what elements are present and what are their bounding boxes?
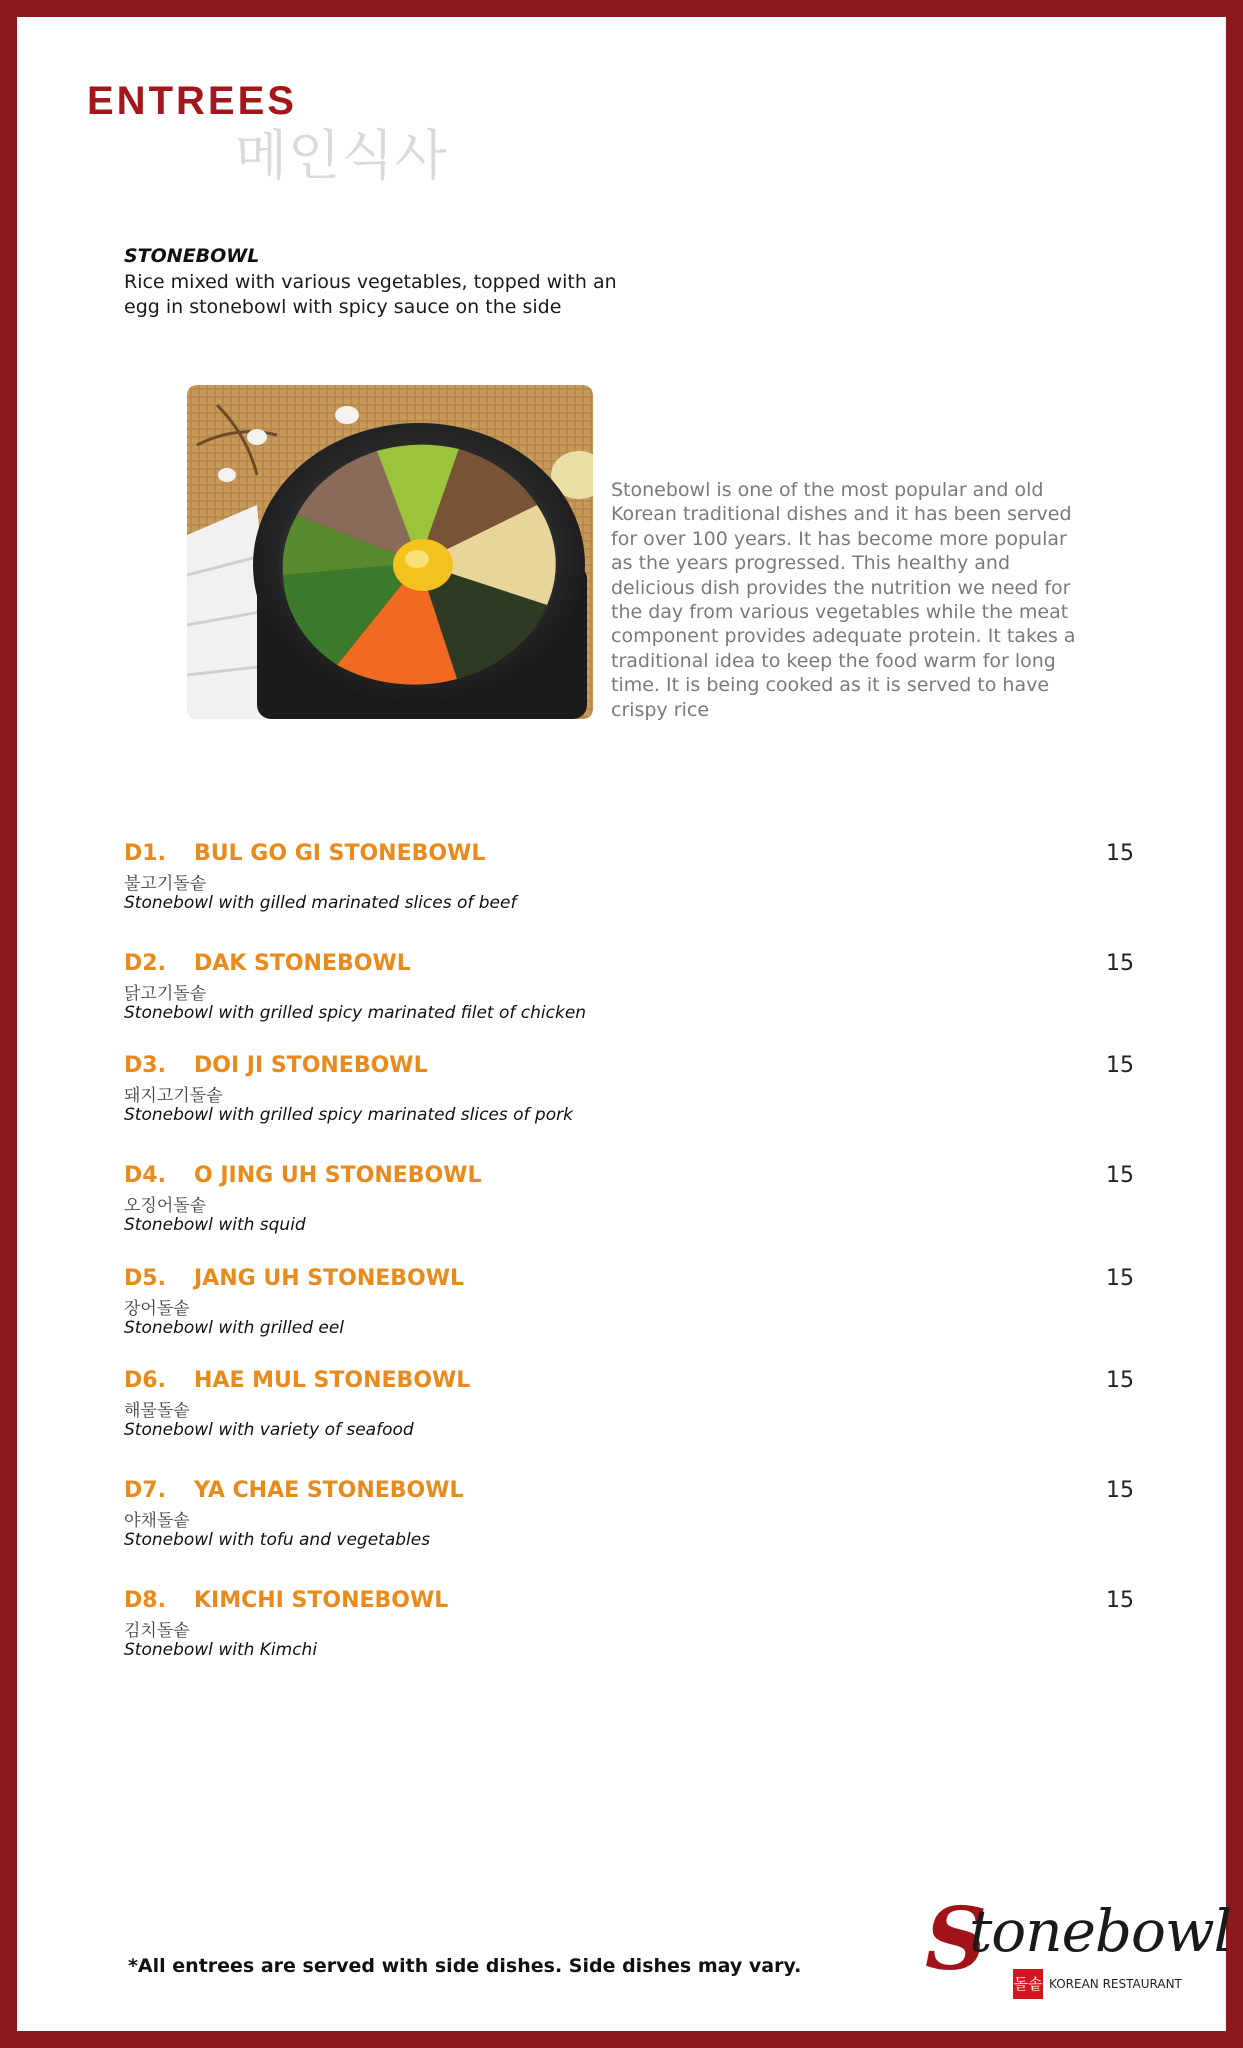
item-description: Stonebowl with tofu and vegetables	[124, 1530, 431, 1550]
item-description: Stonebowl with grilled eel	[124, 1318, 345, 1338]
item-price: 15	[1106, 1588, 1134, 1613]
item-korean-name: 김치돌솥	[124, 1621, 190, 1641]
item-korean-name: 오징어돌솥	[124, 1196, 207, 1216]
stonebowl-photo	[187, 385, 593, 719]
item-price: 15	[1106, 1163, 1134, 1188]
page-title-korean: 메인식사	[235, 124, 448, 187]
logo-wordmark: tonebowl	[969, 1897, 1232, 1965]
item-description: Stonebowl with squid	[124, 1215, 306, 1235]
item-description: Stonebowl with grilled spicy marinated slices of pork	[124, 1105, 573, 1125]
item-name: YA CHAE STONEBOWL	[194, 1478, 464, 1503]
item-name: HAE MUL STONEBOWL	[194, 1368, 471, 1393]
item-description: Stonebowl with gilled marinated slices of beef	[124, 893, 517, 913]
page-title: ENTREES	[87, 79, 297, 123]
stonebowl-about-text: Stonebowl is one of the most popular and old Korean traditional dishes and it has been served for over 100 years. It has become more popular as the years progressed. This healthy and delicious dish provides the nutrition we need for the day from various vegetables while the meat component provides adequate protein. It takes a traditional idea to keep the food warm for long time. It is being cooked as it is served to have crispy rice	[611, 479, 1076, 721]
item-korean-name: 야채돌솥	[124, 1511, 190, 1531]
item-price: 15	[1106, 1266, 1134, 1291]
item-code: D2.	[124, 951, 166, 976]
item-korean-name: 돼지고기돌솥	[124, 1086, 223, 1106]
intro-heading: STONEBOWL	[124, 245, 260, 267]
item-price: 15	[1106, 1478, 1134, 1503]
stonebowl-bibimbap-icon	[187, 385, 593, 719]
item-code: D1.	[124, 841, 166, 866]
item-name: O JING UH STONEBOWL	[194, 1163, 482, 1188]
logo-initial: S	[925, 1889, 988, 1990]
logo-subtitle: KOREAN RESTAURANT	[1049, 1977, 1182, 1991]
intro-description: Rice mixed with various vegetables, topped with an egg in stonebowl with spicy sauce on the side	[124, 271, 617, 318]
side-dishes-note: *All entrees are served with side dishes. Side dishes may vary.	[128, 1955, 802, 1977]
item-description: Stonebowl with variety of seafood	[124, 1420, 414, 1440]
item-korean-name: 장어돌솥	[124, 1299, 190, 1319]
item-name: DAK STONEBOWL	[194, 951, 411, 976]
item-code: D7.	[124, 1478, 166, 1503]
item-code: D4.	[124, 1163, 166, 1188]
item-name: KIMCHI STONEBOWL	[194, 1588, 449, 1613]
logo-seal-icon: 돌솥	[1013, 1969, 1043, 1999]
item-code: D6.	[124, 1368, 166, 1393]
item-name: DOI JI STONEBOWL	[194, 1053, 428, 1078]
item-code: D8.	[124, 1588, 166, 1613]
item-korean-name: 불고기돌솥	[124, 874, 207, 894]
item-korean-name: 해물돌솥	[124, 1401, 190, 1421]
item-description: Stonebowl with grilled spicy marinated filet of chicken	[124, 1003, 587, 1023]
item-name: BUL GO GI STONEBOWL	[194, 841, 486, 866]
item-price: 15	[1106, 951, 1134, 976]
item-price: 15	[1106, 841, 1134, 866]
item-code: D3.	[124, 1053, 166, 1078]
item-description: Stonebowl with Kimchi	[124, 1640, 318, 1660]
menu-page	[17, 17, 1232, 2031]
item-price: 15	[1106, 1368, 1134, 1393]
item-price: 15	[1106, 1053, 1134, 1078]
restaurant-logo	[925, 1889, 1232, 2005]
item-code: D5.	[124, 1266, 166, 1291]
item-korean-name: 닭고기돌솥	[124, 984, 207, 1004]
item-name: JANG UH STONEBOWL	[194, 1266, 465, 1291]
